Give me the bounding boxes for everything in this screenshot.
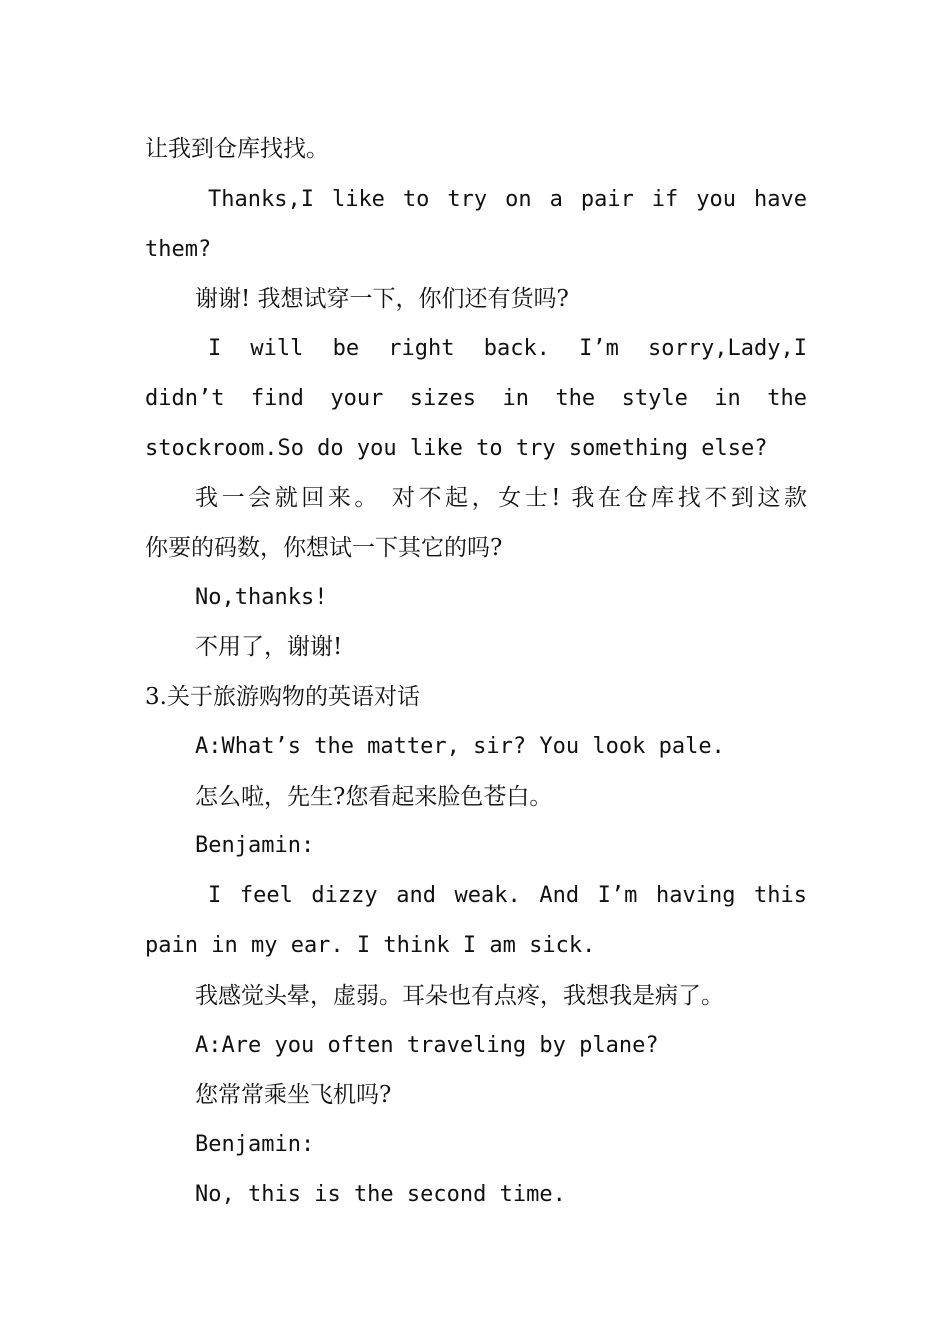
text-line: 不用了，谢谢! [195,634,343,660]
text-line: No,thanks! [195,585,328,610]
text-line: A:Are you often traveling by plane? [195,1033,659,1058]
text-line: 我一会就回来。 对不起，女士! 我在仓库找不到这款 [195,485,807,511]
text-line: Thanks,I like to try on a pair if you have [208,187,807,212]
text-line: 谢谢! 我想试穿一下，你们还有货吗? [195,286,569,312]
text-line: Benjamin: [195,833,315,858]
text-line: 您常常乘坐飞机吗? [195,1082,392,1108]
text-line: 怎么啦，先生?您看起来脸色苍白。 [195,784,553,810]
text-line: I will be right back. I’m sorry,Lady,I [208,336,807,361]
text-line: No, this is the second time. [195,1182,566,1207]
text-line: I feel dizzy and weak. And I’m having this [208,883,807,908]
text-line: 我感觉头晕，虚弱。耳朵也有点疼，我想我是病了。 [195,983,724,1009]
text-line: Benjamin: [195,1132,315,1157]
text-line: them? [145,237,212,262]
text-line: didn’t find your sizes in the style in the [145,386,807,411]
text-line: 让我到仓库找找。 [145,136,329,162]
section-heading: 3.关于旅游购物的英语对话 [145,684,420,710]
text-line: 你要的码数，你想试一下其它的吗? [145,535,503,561]
text-line: stockroom.So do you like to try something else? [145,436,768,461]
text-line: A:What’s the matter, sir? You look pale. [195,734,725,759]
text-line: pain in my ear. I think I am sick. [145,933,596,958]
